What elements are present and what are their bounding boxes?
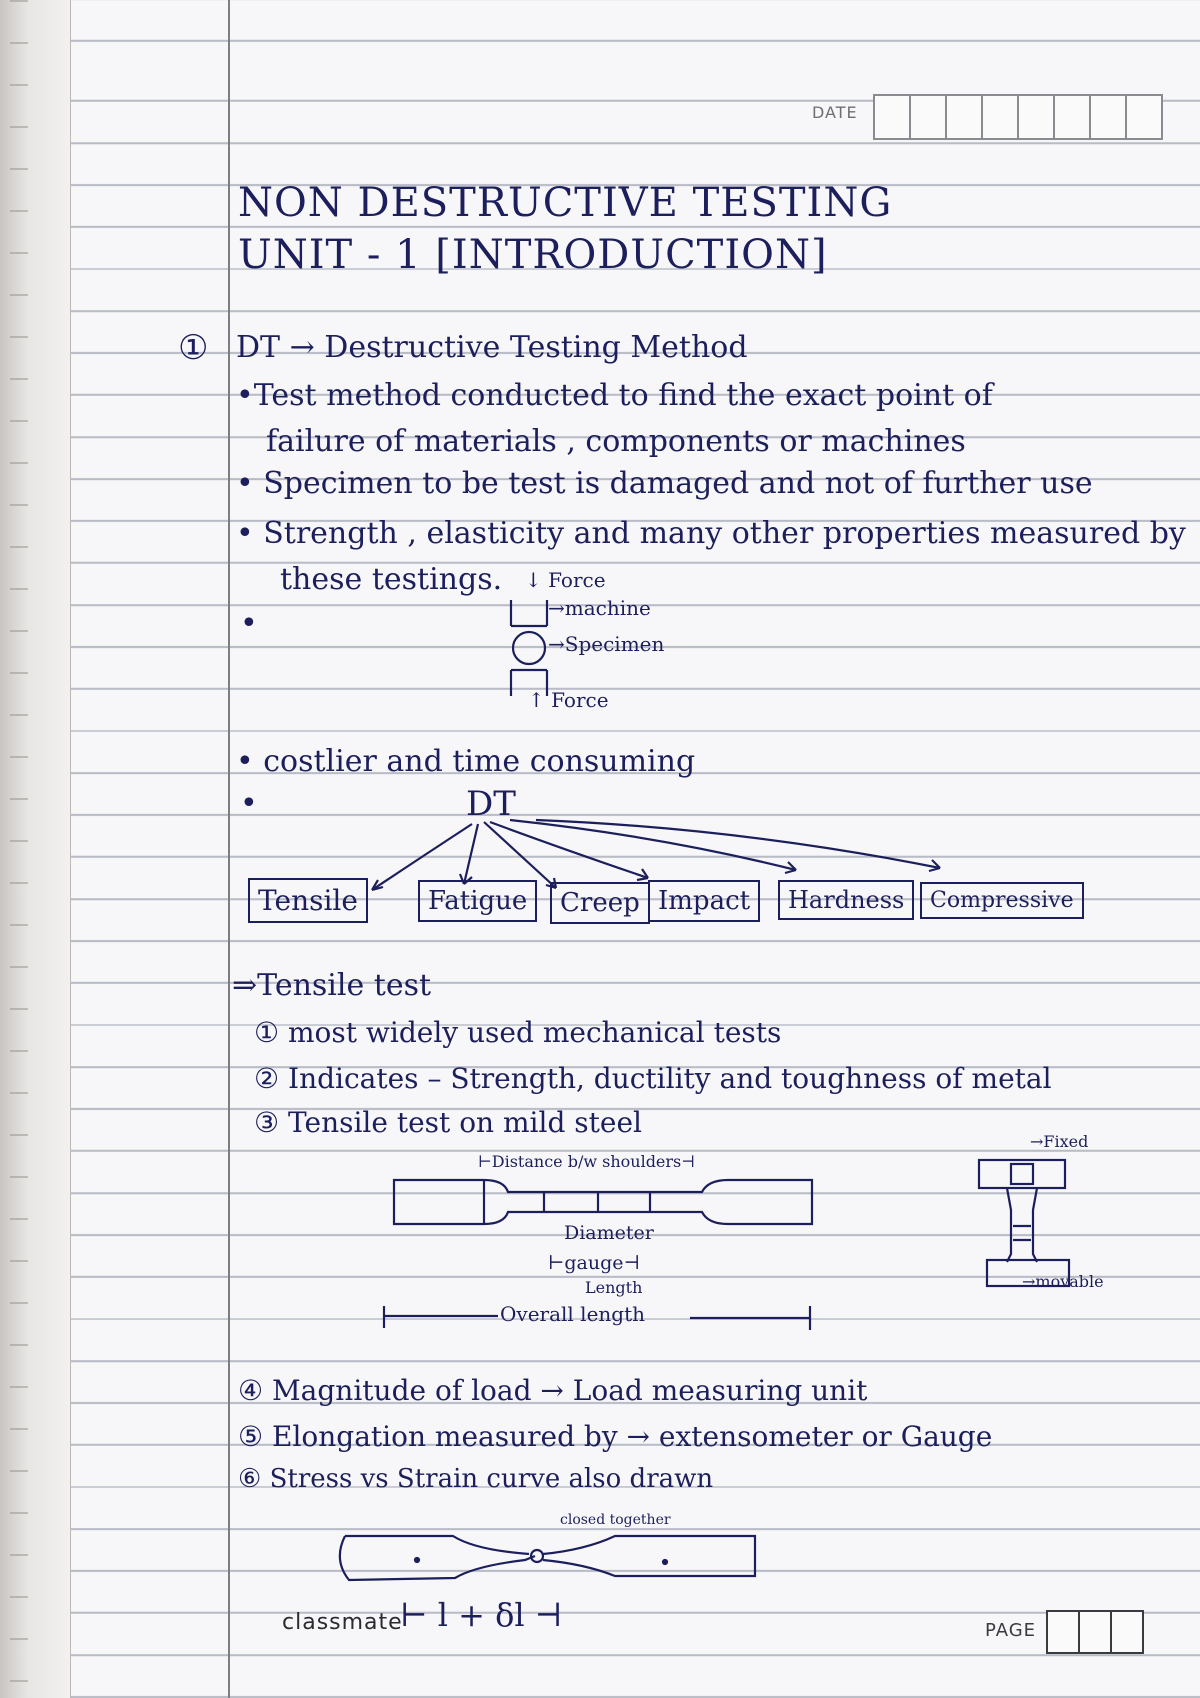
date-label: DATE [812, 103, 858, 122]
type-box-hardness: Hardness [778, 880, 914, 920]
margin-line [228, 0, 230, 1698]
closed-together-label: closed together [560, 1512, 671, 1528]
bullet-line: these testings. [280, 562, 503, 597]
binding-stitches [10, 0, 28, 1698]
tensile-fixture-diagram [975, 1150, 1075, 1290]
tensile-point: ③ Tensile test on mild steel [254, 1106, 642, 1139]
gauge-length-label: Length [585, 1278, 643, 1297]
tensile-heading: ⇒Tensile test [232, 968, 432, 1003]
section-number: ① [178, 328, 209, 368]
type-box-tensile: Tensile [248, 878, 368, 923]
bullet-line: • costlier and time consuming [236, 744, 696, 779]
tensile-point: ① most widely used mechanical tests [254, 1016, 782, 1049]
overall-length-label: Overall length [500, 1302, 645, 1326]
bullet-line: • Strength , elasticity and many other properties measured by [236, 516, 1186, 551]
gauge-label: ⊢gauge⊣ [548, 1252, 640, 1274]
tensile-point: ④ Magnitude of load → Load measuring unit [238, 1374, 868, 1407]
shoulders-label: ⊢Distance b/w shoulders⊣ [478, 1152, 696, 1171]
date-boxes [875, 94, 1163, 140]
dt-label: DT [466, 784, 516, 824]
page-label: PAGE [985, 1620, 1037, 1641]
page-number-boxes [1048, 1610, 1144, 1654]
fixed-label: →Fixed [1030, 1132, 1089, 1151]
type-box-fatigue: Fatigue [418, 880, 537, 922]
type-box-creep: Creep [550, 882, 650, 924]
machine-label: →machine [548, 596, 651, 620]
force-top-label: ↓ Force [525, 568, 606, 592]
elongation-formula: ⊢ l + δl ⊣ [400, 1596, 563, 1634]
bullet-line: failure of materials , components or machines [266, 424, 966, 459]
section-heading: DT → Destructive Testing Method [236, 330, 748, 365]
tensile-point: ⑤ Elongation measured by → extensometer or Gauge [238, 1420, 993, 1453]
page-title: NON DESTRUCTIVE TESTING [238, 180, 893, 226]
page-subtitle: UNIT - 1 [INTRODUCTION] [238, 232, 828, 278]
type-box-impact: Impact [648, 880, 760, 922]
tensile-point: ⑥ Stress vs Strain curve also drawn [238, 1464, 714, 1494]
page-binding [0, 0, 71, 1698]
bullet-marker: • [240, 786, 258, 821]
type-box-compressive: Compressive [920, 882, 1084, 919]
bullet-line: • Specimen to be test is damaged and not of further use [236, 466, 1093, 501]
diameter-label: Diameter [564, 1222, 654, 1244]
broken-specimen-diagram [325, 1520, 765, 1590]
bullet-line: •Test method conducted to find the exact point of [236, 378, 993, 413]
movable-label: →movable [1022, 1272, 1104, 1291]
bullet-marker: • [240, 606, 258, 641]
specimen-label: →Specimen [548, 632, 665, 656]
brand-logo-text: classmate [282, 1610, 403, 1635]
tensile-point: ② Indicates – Strength, ductility and toughness of metal [254, 1062, 1052, 1095]
force-bottom-label: ↑ Force [528, 688, 609, 712]
